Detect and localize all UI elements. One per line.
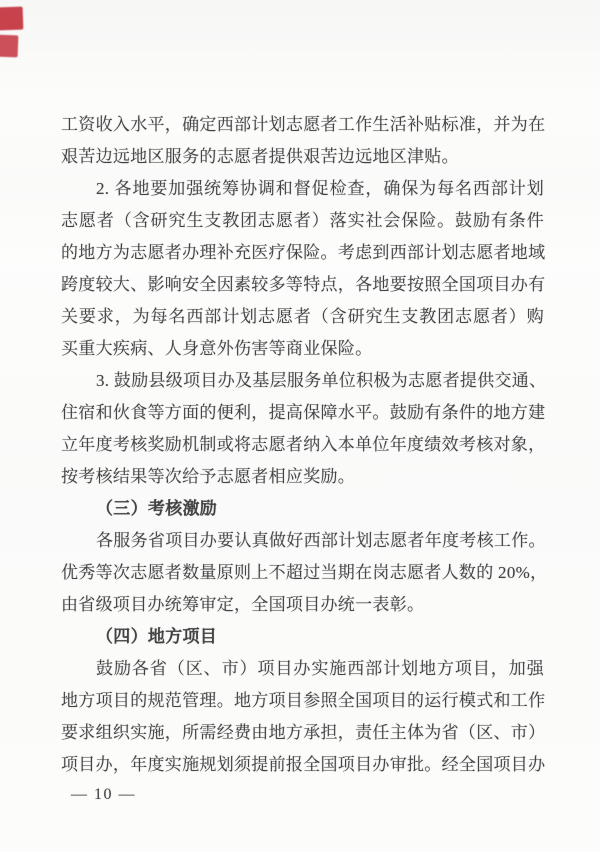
text-line: 住宿和伙食等方面的便利，提高保障水平。鼓励有条件的地方建 [61,403,546,422]
text-line: 地方项目的规范管理。地方项目参照全国项目的运行模式和工作 [61,691,546,710]
red-seal-fragment-bottom [0,35,18,58]
text-line: 志愿者（含研究生支教团志愿者）落实社会保险。鼓励有条件 [61,211,544,230]
text-line: 跨度较大、影响安全因素较多等特点，各地要按照全国项目办有 [61,275,546,294]
text-line: 买重大疾病、人身意外伤害等商业保险。 [61,339,373,358]
text-line: 各服务省项目办要认真做好西部计划志愿者年度考核工作。 [96,531,546,550]
text-line: 工资收入水平，确定西部计划志愿者工作生活补贴标准，并为在 [61,115,546,134]
text-line: 按考核结果等次给予志愿者相应奖励。 [61,467,356,486]
text-line: 关要求，为每名西部计划志愿者（含研究生支教团志愿者）购 [61,307,544,326]
text-line: 艰苦边远地区服务的志愿者提供艰苦边远地区津贴。 [61,147,459,166]
text-line: 项目办，年度实施规划须提前报全国项目办审批。经全国项目办 [61,755,546,774]
text-line: 3. 鼓励县级项目办及基层服务单位积极为志愿者提供交通、 [96,371,547,390]
text-line: 优秀等次志愿者数量原则上不超过当期在岗志愿者人数的 20%， [61,563,548,582]
text-line: 2. 各地要加强统筹协调和督促检查，确保为每名西部计划 [96,179,544,198]
text-line: 的地方为志愿者办理补充医疗保险。考虑到西部计划志愿者地域 [61,243,546,262]
document-body [61,109,548,781]
page-number: — 10 — [71,786,136,803]
text-line: 鼓励各省（区、市）项目办实施西部计划地方项目，加强 [96,659,544,678]
text-line: （四）地方项目 [96,627,218,646]
text-line: 要求组织实施，所需经费由地方承担，责任主体为省（区、市） [61,723,546,742]
red-seal-fragment-top [0,7,23,31]
text-line: 立年度考核奖励机制或将志愿者纳入本单位年度绩效考核对象， [61,435,546,454]
text-line: （三）考核激励 [96,499,218,518]
text-line: 由省级项目办统筹审定，全国项目办统一表彰。 [61,595,425,614]
